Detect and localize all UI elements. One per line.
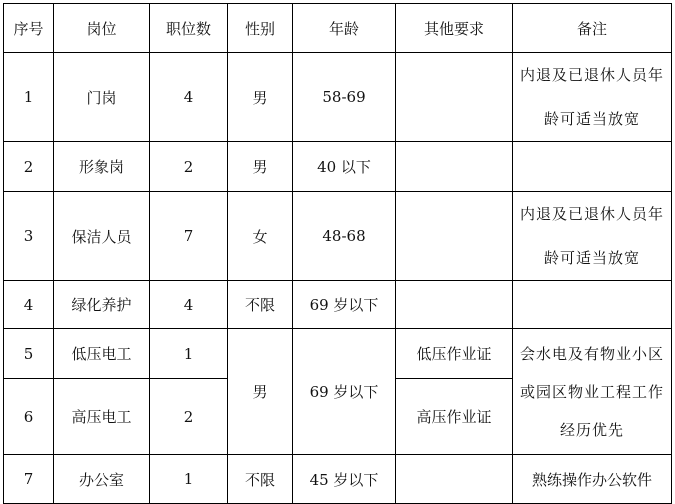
header-post: 岗位 — [54, 4, 150, 53]
row-note — [513, 329, 672, 455]
row-no: 5 — [4, 329, 54, 379]
header-no: 序号 — [4, 4, 54, 53]
row-post: 门岗 — [54, 53, 150, 142]
row-note: 熟练操作办公软件 — [513, 455, 672, 504]
header-row — [4, 4, 672, 53]
row-gender: 女 — [228, 192, 293, 281]
note-line: 或园区物业工程工作 — [519, 382, 664, 401]
row-age: 40 以下 — [293, 142, 396, 192]
row-other — [396, 142, 513, 192]
row-note — [513, 53, 672, 142]
row-gender: 不限 — [228, 281, 293, 329]
row-post: 保洁人员 — [54, 192, 150, 281]
row-post: 低压电工 — [54, 329, 150, 379]
row-post: 形象岗 — [54, 142, 150, 192]
row-count: 2 — [150, 379, 228, 455]
header-age: 年龄 — [293, 4, 396, 53]
table-row — [4, 53, 672, 142]
table-row — [4, 329, 672, 379]
row-age: 58-69 — [293, 53, 396, 142]
row-count: 1 — [150, 329, 228, 379]
note-line: 会水电及有物业小区 — [519, 344, 664, 363]
row-age: 69 岁以下 — [293, 329, 396, 455]
row-note — [513, 142, 672, 192]
row-no: 6 — [4, 379, 54, 455]
row-other — [396, 53, 513, 142]
row-post: 高压电工 — [54, 379, 150, 455]
row-gender: 不限 — [228, 455, 293, 504]
row-no: 7 — [4, 455, 54, 504]
row-no: 2 — [4, 142, 54, 192]
row-count: 4 — [150, 53, 228, 142]
table-row — [4, 281, 672, 329]
row-post: 办公室 — [54, 455, 150, 504]
row-post: 绿化养护 — [54, 281, 150, 329]
table-row — [4, 192, 672, 281]
row-other — [396, 192, 513, 281]
table-row — [4, 455, 672, 504]
header-count: 职位数 — [150, 4, 228, 53]
header-note: 备注 — [513, 4, 672, 53]
row-count: 7 — [150, 192, 228, 281]
row-age: 45 岁以下 — [293, 455, 396, 504]
row-no: 1 — [4, 53, 54, 142]
header-other: 其他要求 — [396, 4, 513, 53]
note-line: 经历优先 — [559, 420, 624, 439]
row-gender: 男 — [228, 329, 293, 455]
row-note — [513, 281, 672, 329]
note-line: 龄可适当放宽 — [543, 110, 640, 128]
row-other — [396, 455, 513, 504]
row-age: 48-68 — [293, 192, 396, 281]
row-other: 高压作业证 — [396, 379, 513, 455]
note-line: 内退及已退休人员年 — [519, 205, 664, 223]
note-line: 内退及已退休人员年 — [519, 66, 664, 84]
row-other — [396, 281, 513, 329]
row-count: 2 — [150, 142, 228, 192]
row-no: 4 — [4, 281, 54, 329]
row-count: 4 — [150, 281, 228, 329]
row-no: 3 — [4, 192, 54, 281]
note-line: 龄可适当放宽 — [543, 249, 640, 267]
row-age: 69 岁以下 — [293, 281, 396, 329]
header-gender: 性别 — [228, 4, 293, 53]
row-other: 低压作业证 — [396, 329, 513, 379]
recruitment-table — [3, 3, 672, 504]
table-row — [4, 142, 672, 192]
row-gender: 男 — [228, 142, 293, 192]
row-gender: 男 — [228, 53, 293, 142]
row-count: 1 — [150, 455, 228, 504]
row-note — [513, 192, 672, 281]
